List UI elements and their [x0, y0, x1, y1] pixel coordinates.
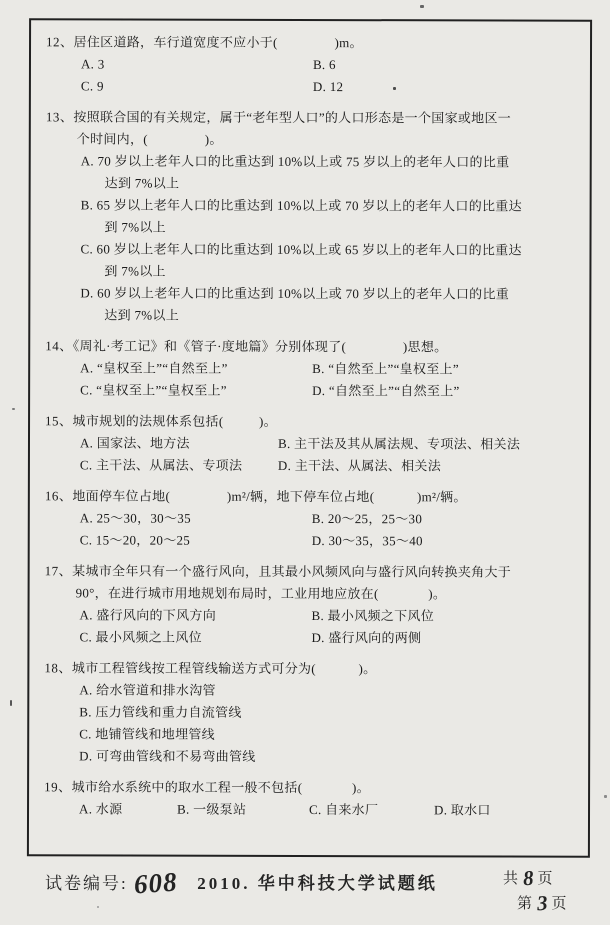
scan-artifact — [420, 5, 424, 8]
page-footer-left — [45, 866, 438, 900]
question-13-stem — [46, 106, 582, 151]
question-16-number: 16、 — [44, 488, 73, 504]
exam-paper-frame — [27, 18, 592, 857]
question-15-stem — [45, 410, 581, 433]
question-19-stem — [44, 776, 580, 799]
question-19-options — [79, 798, 580, 821]
question-17-option-b: B. 最小风频之下风位 — [311, 608, 435, 624]
question-12-number: 12、 — [46, 34, 74, 50]
question-13-text: 按照联合国的有关规定，属于“老年型人口”的人口形态是一个国家或地区一 个时间内，( )。 — [73, 109, 512, 147]
question-18-option-a: A. 给水管道和排水沟管 — [79, 682, 216, 698]
question-18-options — [79, 679, 580, 768]
question-19-option-b: B. 一级泵站 — [177, 801, 247, 817]
question-16-option-d: D. 30～35，35～40 — [311, 533, 423, 549]
scan-artifact — [393, 87, 396, 90]
question-15-option-c: C. 主干法、从属法、专项法 — [79, 457, 243, 473]
question-15-option-b: B. 主干法及其从属法规、专项法、相关法 — [277, 435, 521, 452]
question-19 — [44, 776, 580, 821]
question-17-stem — [45, 560, 581, 605]
question-15-options — [80, 432, 581, 477]
question-15-text: 城市规划的法规体系包括( )。 — [72, 413, 277, 429]
question-18-option-d: D. 可弯曲管线和不易弯曲管线 — [79, 748, 256, 764]
total-pages-suffix: 页 — [537, 871, 555, 887]
question-16-option-a: A. 25～30，30～35 — [79, 510, 191, 526]
question-13-option-c: C. 60 岁以上老年人口的比重达到 10%以上或 65 岁以上的老年人口的比重达 到 7%以上 — [80, 241, 522, 279]
question-19-number: 19、 — [44, 779, 72, 795]
question-19-option-a: A. 水源 — [79, 801, 123, 817]
question-18-option-c: C. 地铺管线和地埋管线 — [79, 726, 216, 742]
question-15-number: 15、 — [45, 413, 73, 429]
current-page — [517, 892, 593, 917]
question-12-option-a: A. 3 — [80, 56, 105, 72]
question-12-option-b: B. 6 — [312, 57, 336, 73]
scan-artifact — [97, 906, 99, 908]
question-15 — [45, 410, 581, 477]
question-16-text: 地面停车位占地( )m²/辆，地下停车位占地( )m²/辆。 — [72, 488, 467, 505]
question-17-options — [79, 604, 580, 649]
question-14-option-d: D. “自然至上”“自然至上” — [312, 383, 460, 399]
question-12-options — [81, 53, 582, 98]
question-15-option-d: D. 主干法、从属法、相关法 — [277, 457, 442, 474]
question-19-option-d: D. 取水口 — [434, 802, 491, 818]
question-18-number: 18、 — [44, 660, 72, 676]
question-14-option-a: A. “皇权至上”“自然至上” — [80, 360, 228, 376]
question-14 — [45, 335, 581, 402]
question-13-option-b: B. 65 岁以上老年人口的比重达到 10%以上或 70 岁以上的老年人口的比重达 到 7%以上 — [80, 197, 522, 235]
question-13-options — [80, 150, 581, 327]
question-12-option-c: C. 9 — [80, 78, 104, 94]
question-12-stem — [46, 31, 582, 54]
question-17 — [44, 560, 580, 649]
question-12-option-d: D. 12 — [312, 79, 344, 95]
question-14-text: 《周礼·考工记》和《管子·度地篇》分别体现了( )思想。 — [72, 338, 448, 355]
question-15-option-a: A. 国家法、地方法 — [79, 435, 190, 451]
total-pages — [503, 867, 593, 892]
current-page-prefix: 第 — [517, 896, 535, 912]
question-13-number: 13、 — [45, 109, 74, 125]
total-pages-handwritten: 8 — [522, 865, 536, 891]
question-19-text: 城市给水系统中的取水工程一般不包括( )。 — [71, 779, 370, 796]
question-14-number: 14、 — [45, 338, 73, 354]
question-16 — [45, 485, 581, 552]
question-17-text: 某城市全年只有一个盛行风向，且其最小风频风向与盛行风向转换夹角大于 90°，在进行城市用地规划布局时，工业用地应放在( )。 — [72, 563, 512, 602]
question-19-option-c: C. 自来水厂 — [309, 802, 379, 818]
question-17-option-d: D. 盛行风向的两侧 — [311, 630, 422, 646]
question-17-option-a: A. 盛行风向的下风方向 — [79, 607, 217, 623]
question-16-option-c: C. 15～20，20～25 — [79, 532, 191, 548]
question-16-option-b: B. 20～25，25～30 — [311, 511, 423, 527]
question-16-options — [80, 507, 581, 552]
question-14-option-b: B. “自然至上”“皇权至上” — [312, 361, 459, 377]
question-12-text: 居住区道路，车行道宽度不应小于( )m。 — [73, 34, 363, 51]
current-page-handwritten: 3 — [536, 890, 550, 916]
exam-number-label: 试卷编号: — [45, 874, 128, 893]
question-13-option-a: A. 70 岁以上老年人口的比重达到 10%以上或 75 岁以上的老年人口的比重 达到 7%以上 — [80, 153, 510, 191]
question-14-option-c: C. “皇权至上”“皇权至上” — [80, 382, 227, 398]
question-18-option-b: B. 压力管线和重力自流管线 — [79, 704, 242, 720]
scan-artifact — [604, 795, 607, 798]
question-17-option-c: C. 最小风频之上风位 — [79, 629, 202, 645]
question-18-text: 城市工程管线按工程管线输送方式可分为( )。 — [71, 660, 377, 677]
question-13 — [45, 106, 582, 327]
question-18 — [44, 657, 580, 768]
total-pages-prefix: 共 — [503, 871, 521, 887]
question-18-stem — [44, 657, 580, 680]
question-14-options — [80, 357, 581, 402]
scan-artifact — [10, 700, 12, 706]
current-page-suffix: 页 — [551, 896, 569, 912]
question-17-number: 17、 — [44, 563, 73, 579]
scan-artifact — [12, 408, 15, 410]
question-16-stem — [45, 485, 581, 508]
page-footer-right — [503, 867, 593, 917]
question-14-stem — [45, 335, 581, 358]
footer-title: 2010. 华中科技大学试题纸 — [197, 874, 438, 893]
exam-number-handwritten: 608 — [132, 866, 179, 900]
question-13-option-d: D. 60 岁以上老年人口的比重达到 10%以上或 70 岁以上的老年人口的比重 达到 7%以上 — [80, 285, 510, 323]
question-12 — [46, 31, 582, 98]
